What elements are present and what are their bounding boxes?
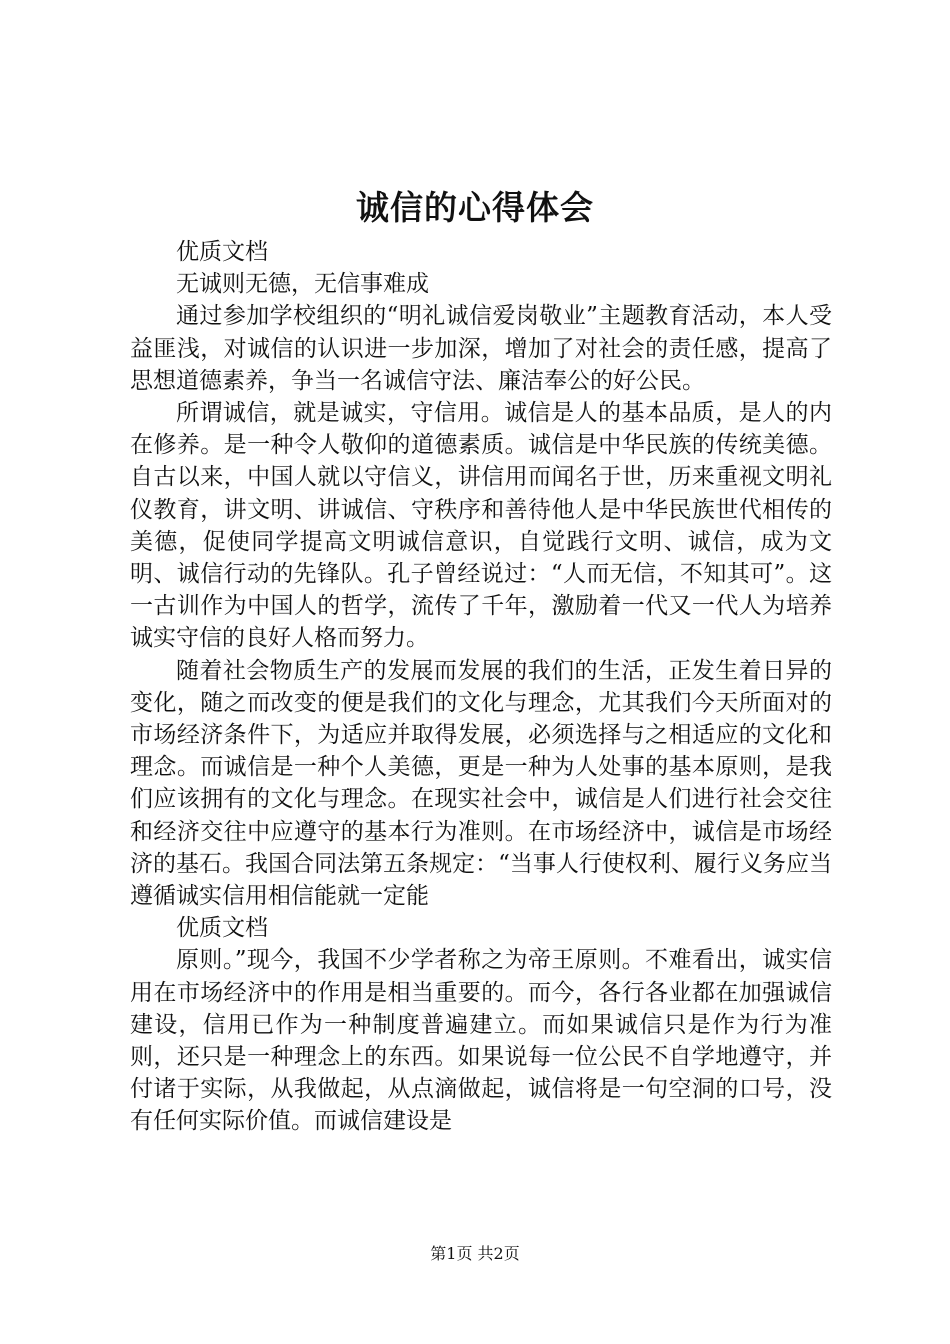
document-title: 诚信的心得体会 bbox=[356, 188, 594, 227]
paragraph-4: 原则。”现今，我国不少学者称之为帝王原则。不难看出，诚实信用在市场经济中的作用是相当重要的。而今，各行各业都在加强诚信建设，信用已作为一种制度普遍建立。而如果诚信只是作为行为准则，还只是一种理念上的东西。如果说每一位公民不自学地遵守，并付诸于实际，从我做起，从点滴做起，诚信将是一句空洞的口号，没有任何实际价值。而诚信建设是 bbox=[130, 947, 832, 1135]
header-note-2: 优质文档 bbox=[176, 915, 268, 942]
header-note: 优质文档 bbox=[176, 239, 268, 265]
document-body bbox=[130, 236, 832, 1138]
page-footer: 第1页 共2页 bbox=[430, 1244, 520, 1263]
subtitle-line: 无诚则无德，无信事难成 bbox=[176, 271, 429, 298]
paragraph-1: 通过参加学校组织的“明礼诚信爱岗敬业”主题教育活动，本人受益匪浅，对诚信的认识进一步加深，增加了对社会的责任感，提高了思想道德素养，争当一名诚信守法、廉洁奉公的好公民。 bbox=[130, 303, 832, 394]
paragraph-2: 所谓诚信，就是诚实，守信用。诚信是人的基本品质，是人的内在修养。是一种令人敬仰的道德素质。诚信是中华民族的传统美德。自古以来，中国人就以守信义，讲信用而闻名于世，历来重视文明礼仪教育，讲文明、讲诚信、守秩序和善待他人是中华民族世代相传的美德，促使同学提高文明诚信意识，自觉践行文明、诚信，成为文明、诚信行动的先锋队。孔子曾经说过：“人而无信，不知其可”。这一古训作为中国人的哲学，流传了千年，激励着一代又一代人为培养诚实守信的良好人格而努力。 bbox=[130, 400, 832, 652]
paragraph-3: 随着社会物质生产的发展而发展的我们的生活，正发生着日异的变化，随之而改变的便是我们的文化与理念，尤其我们今天所面对的市场经济条件下，为适应并取得发展，必须选择与之相适应的文化和理念。而诚信是一种个人美德，更是一种为人处事的基本原则，是我们应该拥有的文化与理念。在现实社会中，诚信是人们进行社会交往和经济交往中应遵守的基本行为准则。在市场经济中，诚信是市场经济的基石。我国合同法第五条规定：“当事人行使权利、履行义务应当遵循诚实信用相信能就一定能 bbox=[130, 657, 832, 910]
